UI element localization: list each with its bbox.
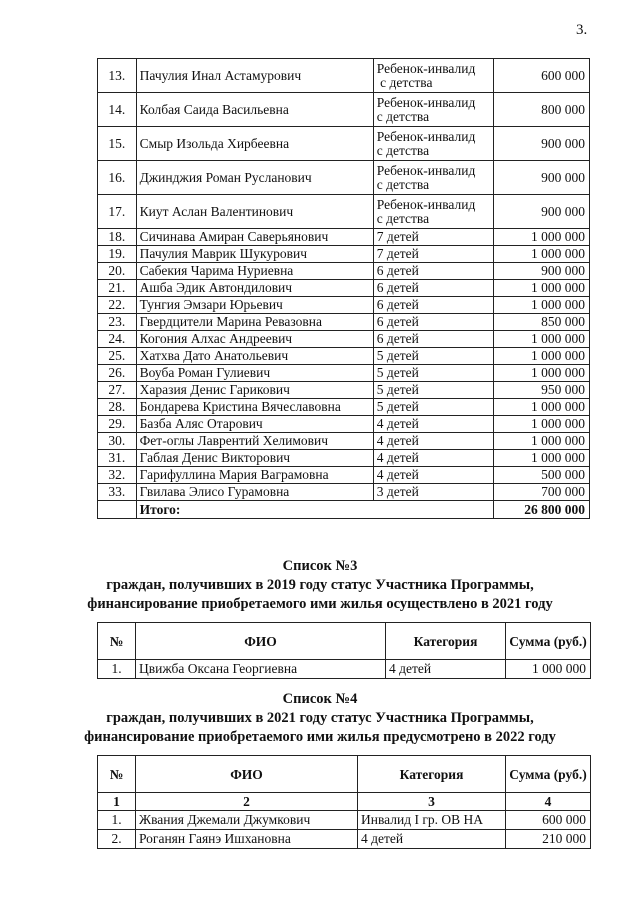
- total-label: Итого:: [136, 501, 493, 519]
- category-line-2: с детства: [376, 142, 430, 158]
- table-header-row: [98, 756, 591, 793]
- cell-num: 31.: [98, 450, 137, 467]
- cell-sum: 210 000: [506, 830, 591, 849]
- cell-name: Киут Аслан Валентинович: [136, 195, 373, 229]
- cell-num: 23.: [98, 314, 137, 331]
- table-row: [98, 263, 590, 280]
- cell-name: Гвердцители Марина Ревазовна: [136, 314, 373, 331]
- cell-name: Колбая Саида Васильевна: [136, 93, 373, 127]
- list3-heading: [0, 557, 640, 614]
- table-row: [98, 229, 590, 246]
- list3-title: Список №3: [282, 558, 358, 574]
- cell-num: 16.: [98, 161, 137, 195]
- list2-continued-table: [97, 58, 590, 519]
- total-empty-cell: [98, 501, 137, 519]
- table-row: [98, 127, 590, 161]
- cell-num: 15.: [98, 127, 137, 161]
- cell-sum: 1 000 000: [493, 365, 589, 382]
- cell-name: Смыр Изольда Хирбеевна: [136, 127, 373, 161]
- header-category: Категория: [386, 623, 506, 660]
- cell-category: 3 детей: [373, 484, 493, 501]
- cell-name: Базба Аляс Отарович: [136, 416, 373, 433]
- cell-name: Фет-оглы Лаврентий Хелимович: [136, 433, 373, 450]
- cell-category: [373, 93, 493, 127]
- cell-sum: 1 000 000: [493, 246, 589, 263]
- index-4: 4: [506, 793, 591, 811]
- cell-sum: 900 000: [493, 127, 589, 161]
- table-row: [98, 331, 590, 348]
- cell-num: 14.: [98, 93, 137, 127]
- cell-category: Инвалид I гр. ОВ НА: [358, 811, 506, 830]
- cell-sum: 950 000: [493, 382, 589, 399]
- category-line-1: Ребенок-инвалид: [376, 196, 476, 212]
- table-row: [98, 811, 591, 830]
- cell-category: 5 детей: [373, 382, 493, 399]
- header-name: ФИО: [136, 623, 386, 660]
- column-index-row: [98, 793, 591, 811]
- list3-subtitle-line2: финансирование приобретаемого ими жилья осуществлено в 2021 году: [87, 596, 553, 612]
- cell-num: 19.: [98, 246, 137, 263]
- cell-num: 18.: [98, 229, 137, 246]
- table-row: [98, 660, 591, 679]
- header-num: №: [98, 756, 136, 793]
- category-line-1: Ребенок-инвалид: [376, 94, 476, 110]
- cell-num: 1.: [98, 811, 136, 830]
- cell-num: 30.: [98, 433, 137, 450]
- cell-sum: 1 000 000: [493, 433, 589, 450]
- cell-sum: 1 000 000: [493, 280, 589, 297]
- cell-category: [373, 127, 493, 161]
- cell-num: 17.: [98, 195, 137, 229]
- table-row: [98, 365, 590, 382]
- table-row: [98, 246, 590, 263]
- index-2: 2: [136, 793, 358, 811]
- cell-category: 6 детей: [373, 280, 493, 297]
- table-row: [98, 382, 590, 399]
- cell-category: 6 детей: [373, 314, 493, 331]
- header-sum: Сумма (руб.): [506, 623, 591, 660]
- cell-name: Сабекия Чарима Нуриевна: [136, 263, 373, 280]
- cell-sum: 1 000 000: [493, 399, 589, 416]
- list4-subtitle-line2: финансирование приобретаемого ими жилья предусмотрено в 2022 году: [84, 729, 556, 745]
- list3-table: [97, 622, 591, 679]
- list3-subtitle-line1: граждан, получивших в 2019 году статус Участника Программы,: [106, 577, 534, 593]
- cell-name: Джинджия Роман Русланович: [136, 161, 373, 195]
- cell-category: [373, 161, 493, 195]
- cell-category: 5 детей: [373, 348, 493, 365]
- category-line-2: с детства: [376, 176, 430, 192]
- total-sum: 26 800 000: [493, 501, 589, 519]
- cell-name: Пачулия Инал Астамурович: [136, 59, 373, 93]
- cell-num: 13.: [98, 59, 137, 93]
- cell-sum: 800 000: [493, 93, 589, 127]
- table-header-row: [98, 623, 591, 660]
- table-row: [98, 59, 590, 93]
- cell-category: [373, 195, 493, 229]
- cell-category: 6 детей: [373, 297, 493, 314]
- cell-num: 2.: [98, 830, 136, 849]
- category-line-1: Ребенок-инвалид: [376, 162, 476, 178]
- index-1: 1: [98, 793, 136, 811]
- cell-sum: 1 000 000: [493, 229, 589, 246]
- list4-table: [97, 755, 591, 849]
- cell-sum: 900 000: [493, 263, 589, 280]
- header-sum: Сумма (руб.): [506, 756, 591, 793]
- cell-name: Ашба Эдик Автондилович: [136, 280, 373, 297]
- cell-name: Харазия Денис Гарикович: [136, 382, 373, 399]
- cell-num: 1.: [98, 660, 136, 679]
- cell-name: Когония Алхас Андреевич: [136, 331, 373, 348]
- cell-num: 25.: [98, 348, 137, 365]
- cell-name: Пачулия Маврик Шукурович: [136, 246, 373, 263]
- cell-category: 4 детей: [373, 450, 493, 467]
- table-row: [98, 314, 590, 331]
- cell-category: 6 детей: [373, 263, 493, 280]
- cell-category: 5 детей: [373, 365, 493, 382]
- cell-sum: 600 000: [493, 59, 589, 93]
- cell-sum: 1 000 000: [493, 297, 589, 314]
- cell-name: Хатхва Дато Анатольевич: [136, 348, 373, 365]
- list4-heading: [0, 690, 640, 747]
- table-row: [98, 433, 590, 450]
- category-line-2: с детства: [376, 108, 430, 124]
- cell-sum: 700 000: [493, 484, 589, 501]
- cell-num: 33.: [98, 484, 137, 501]
- cell-sum: 900 000: [493, 195, 589, 229]
- table-row: [98, 93, 590, 127]
- cell-category: [373, 59, 493, 93]
- cell-sum: 1 000 000: [493, 416, 589, 433]
- table-row: [98, 297, 590, 314]
- cell-num: 20.: [98, 263, 137, 280]
- cell-num: 28.: [98, 399, 137, 416]
- cell-name: Гвилава Элисо Гурамовна: [136, 484, 373, 501]
- cell-sum: 1 000 000: [506, 660, 591, 679]
- category-line-1: Ребенок-инвалид: [376, 128, 476, 144]
- table-row: [98, 416, 590, 433]
- cell-num: 21.: [98, 280, 137, 297]
- cell-name: Гарифуллина Мария Ваграмовна: [136, 467, 373, 484]
- table-row: [98, 348, 590, 365]
- table-row: [98, 450, 590, 467]
- cell-sum: 500 000: [493, 467, 589, 484]
- list4-title: Список №4: [282, 691, 358, 707]
- cell-category: 6 детей: [373, 331, 493, 348]
- cell-category: 4 детей: [386, 660, 506, 679]
- table-row: [98, 161, 590, 195]
- cell-category: 7 детей: [373, 229, 493, 246]
- cell-category: 5 детей: [373, 399, 493, 416]
- cell-name: Тунгия Эмзари Юрьевич: [136, 297, 373, 314]
- total-row: [98, 501, 590, 519]
- cell-category: 4 детей: [373, 433, 493, 450]
- cell-category: 4 детей: [373, 467, 493, 484]
- category-line-2: с детства: [376, 210, 430, 226]
- cell-sum: 1 000 000: [493, 450, 589, 467]
- cell-sum: 1 000 000: [493, 348, 589, 365]
- cell-name: Габлая Денис Викторович: [136, 450, 373, 467]
- table-row: [98, 467, 590, 484]
- cell-category: 7 детей: [373, 246, 493, 263]
- page-number: 3.: [576, 22, 588, 38]
- cell-num: 22.: [98, 297, 137, 314]
- category-line-2: с детства: [376, 74, 433, 90]
- header-category: Категория: [358, 756, 506, 793]
- cell-category: 4 детей: [358, 830, 506, 849]
- table-row: [98, 484, 590, 501]
- cell-name: Бондарева Кристина Вячеславовна: [136, 399, 373, 416]
- cell-name: Сичинава Амиран Саверьянович: [136, 229, 373, 246]
- index-3: 3: [358, 793, 506, 811]
- cell-sum: 1 000 000: [493, 331, 589, 348]
- cell-name: Жвания Джемали Джумкович: [136, 811, 358, 830]
- cell-num: 26.: [98, 365, 137, 382]
- cell-num: 24.: [98, 331, 137, 348]
- cell-sum: 850 000: [493, 314, 589, 331]
- cell-num: 27.: [98, 382, 137, 399]
- table-row: [98, 195, 590, 229]
- cell-num: 29.: [98, 416, 137, 433]
- cell-sum: 900 000: [493, 161, 589, 195]
- cell-sum: 600 000: [506, 811, 591, 830]
- cell-name: Цвижба Оксана Георгиевна: [136, 660, 386, 679]
- cell-name: Роганян Гаянэ Ишхановна: [136, 830, 358, 849]
- header-name: ФИО: [136, 756, 358, 793]
- category-line-1: Ребенок-инвалид: [376, 60, 476, 76]
- header-num: №: [98, 623, 136, 660]
- cell-num: 32.: [98, 467, 137, 484]
- table-row: [98, 280, 590, 297]
- list4-subtitle-line1: граждан, получивших в 2021 году статус Участника Программы,: [106, 710, 534, 726]
- table-row: [98, 399, 590, 416]
- cell-name: Воуба Роман Гулиевич: [136, 365, 373, 382]
- table-row: [98, 830, 591, 849]
- cell-category: 4 детей: [373, 416, 493, 433]
